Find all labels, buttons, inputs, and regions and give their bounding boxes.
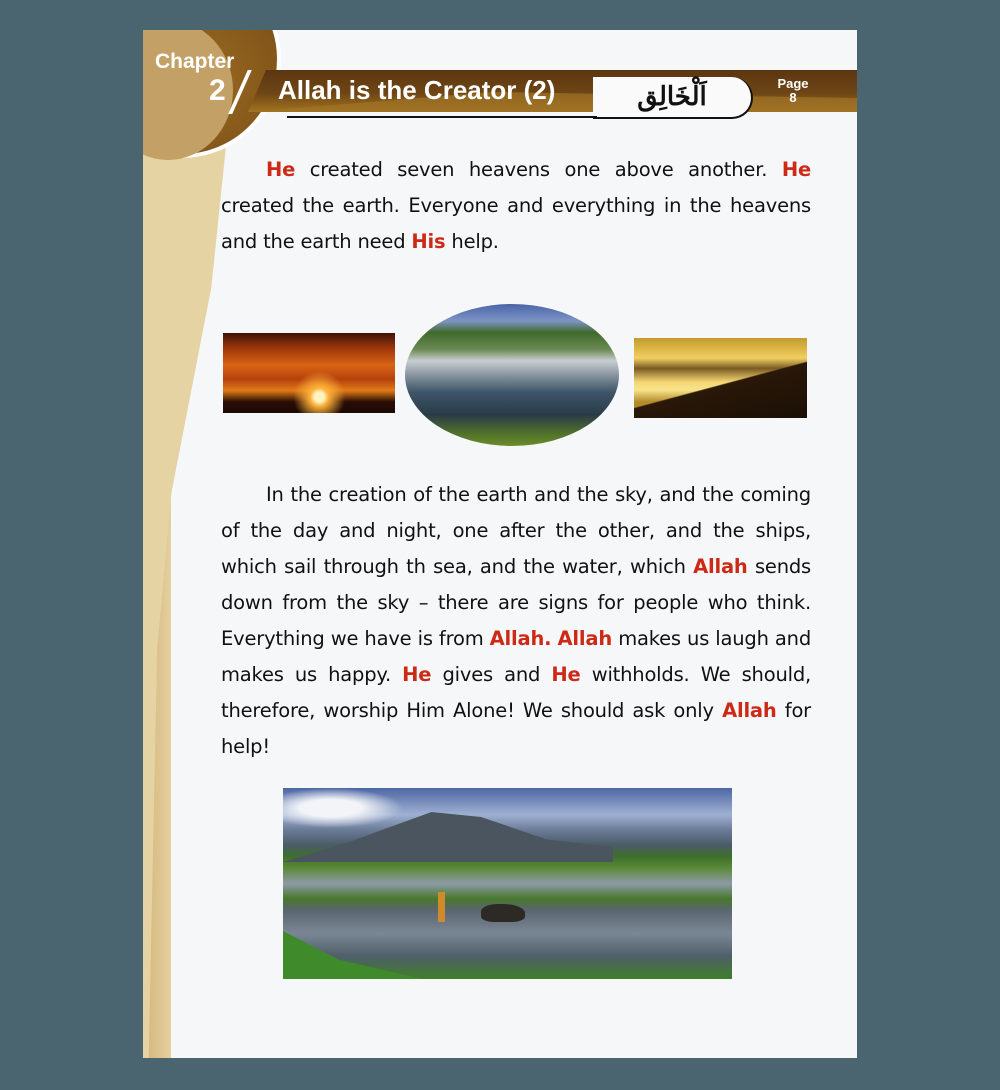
text-segment: makes us laugh and makes us happy. — [221, 627, 811, 686]
highlighted-word: Allah — [557, 627, 613, 650]
marina-photo — [405, 304, 619, 446]
highlighted-word: He — [266, 158, 296, 181]
rice-field-photo — [283, 788, 732, 979]
paragraph-2-text — [221, 477, 811, 765]
text-segment: for help! — [221, 699, 811, 758]
page-number: 8 — [789, 90, 797, 105]
title-underline — [287, 116, 597, 118]
text-segment: gives and — [431, 663, 552, 686]
text-segment: withholds. We should, therefore, worship Him Alone! We should ask only — [221, 663, 811, 722]
highlighted-word: Allah — [722, 699, 777, 722]
chapter-label: Chapter — [155, 50, 235, 73]
cloud — [283, 788, 403, 828]
arabic-title-pill — [593, 77, 753, 119]
page-title: Allah is the Creator (2) — [278, 75, 556, 105]
paragraph-1-text — [221, 152, 811, 260]
highlighted-word: His — [411, 230, 446, 253]
highlighted-word: He — [551, 663, 581, 686]
text-segment: created seven heavens one above another. — [295, 158, 782, 181]
paragraph-2 — [221, 477, 811, 765]
paragraph-1 — [221, 152, 811, 260]
text-segment: sends down from the sky – there are signs for people who think. Everything we have is from — [221, 555, 811, 650]
highlighted-word: Allah — [693, 555, 748, 578]
text-segment: In the creation of the earth and the sky, and the coming of the day and night, one after the other, and the ships, which sail through th sea, and the water, which — [221, 483, 811, 578]
page-indicator — [763, 77, 823, 105]
text-segment: created the earth. Everyone and everything in the heavens and the earth need — [221, 194, 811, 253]
chapter-number: 2 — [209, 74, 226, 107]
golden-sky-photo — [634, 338, 807, 418]
water-buffalo — [481, 904, 525, 922]
farmer — [438, 892, 445, 922]
highlighted-word: Allah. — [489, 627, 552, 650]
highlighted-word: He — [402, 663, 432, 686]
grass — [283, 931, 423, 979]
arabic-title: اَلْخَالِق — [637, 82, 707, 112]
highlighted-word: He — [781, 158, 811, 181]
sunset-photo — [223, 333, 395, 413]
page-label: Page — [777, 76, 809, 91]
text-segment: help. — [445, 230, 499, 253]
book-page — [143, 30, 857, 1058]
